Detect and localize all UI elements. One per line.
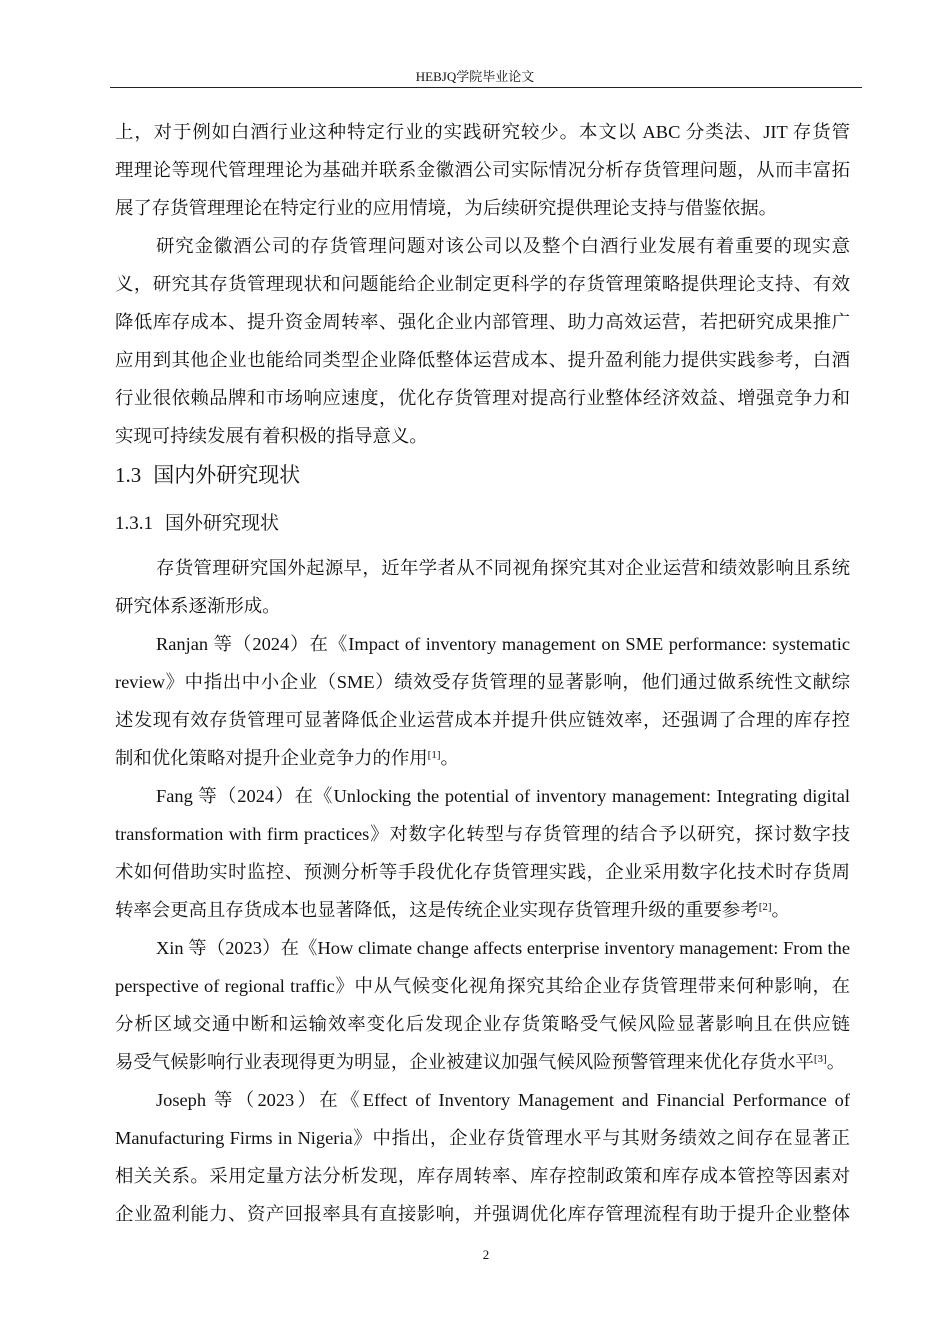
text-line — [115, 701, 850, 739]
line-text: Joseph 等（2023）在《Effect of Inventory Management and Financial Performance of — [156, 1090, 850, 1110]
line-text: 术如何借助实时监控、预测分析等手段优化存货管理实践，企业采用数字化技术时存货周 — [115, 862, 850, 882]
text-line — [115, 777, 850, 815]
page-number: 2 — [482, 1247, 490, 1262]
paragraph — [115, 113, 850, 227]
text-line — [115, 625, 850, 663]
text-line — [115, 379, 850, 417]
text-line — [115, 587, 850, 625]
line-text: 实现可持续发展有着积极的指导意义。 — [115, 426, 428, 446]
line-text: perspective of regional traffic》中从气候变化视角探究其给企业存货管理带来何种影响，在 — [115, 976, 850, 996]
paragraph — [115, 549, 850, 625]
text-line — [115, 113, 850, 151]
line-text: transformation with firm practices》对数字化转型与存货管理的结合予以研究，探讨数字技 — [115, 824, 850, 844]
line-tail: 。 — [771, 900, 790, 920]
document-body — [115, 113, 850, 1233]
header-rule — [110, 87, 862, 88]
line-text: 研究金徽酒公司的存货管理问题对该公司以及整个白酒行业发展有着重要的现实意 — [156, 236, 850, 256]
line-text: 易受气候影响行业表现得更为明显，企业被建议加强气候风险预警管理来优化存货水平 — [115, 1052, 814, 1072]
text-line — [115, 929, 850, 967]
line-text: 存货管理研究国外起源早，近年学者从不同视角探究其对企业运营和绩效影响且系统 — [156, 558, 850, 578]
running-header: HEBJQ学院毕业论文 — [415, 69, 535, 84]
line-text: 应用到其他企业也能给同类型企业降低整体运营成本、提升盈利能力提供实践参考，白酒 — [115, 350, 850, 370]
text-line — [115, 1157, 850, 1195]
text-line — [115, 341, 850, 379]
section-heading — [115, 455, 850, 495]
text-line — [115, 189, 850, 227]
text-line — [115, 265, 850, 303]
text-line — [115, 739, 850, 777]
heading-title: 国内外研究现状 — [153, 464, 301, 487]
text-line — [115, 417, 850, 455]
text-line — [115, 853, 850, 891]
line-tail: 。 — [826, 1052, 846, 1072]
citation-ref: [2] — [758, 901, 772, 913]
citation-ref: [1] — [427, 749, 441, 761]
text-line — [115, 151, 850, 189]
heading-number: 1.3 — [115, 463, 142, 487]
heading-title: 国外研究现状 — [165, 513, 280, 534]
text-line — [115, 1043, 850, 1081]
line-text: 制和优化策略对提升企业竞争力的作用 — [115, 748, 428, 768]
citation-ref: [3] — [813, 1053, 827, 1065]
line-text: 相关关系。采用定量方法分析发现，库存周转率、库存控制政策和库存成本管控等因素对 — [115, 1166, 850, 1186]
paragraph — [115, 929, 850, 1081]
line-text: Ranjan 等（2024）在《Impact of inventory management on SME performance: systematic — [156, 634, 850, 654]
text-line — [115, 1119, 850, 1157]
line-text: 上，对于例如白酒行业这种特定行业的实践研究较少。本文以 ABC 分类法、JIT 存货管 — [115, 122, 850, 142]
text-line — [115, 549, 850, 587]
line-text: review》中指出中小企业（SME）绩效受存货管理的显著影响，他们通过做系统性文献综 — [115, 672, 850, 692]
line-text: 企业盈利能力、资产回报率具有直接影响，并强调优化库存管理流程有助于提升企业整体 — [115, 1204, 850, 1224]
text-line — [115, 303, 850, 341]
text-line — [115, 815, 850, 853]
text-line — [115, 1081, 850, 1119]
line-text: 理理论等现代管理理论为基础并联系金徽酒公司实际情况分析存货管理问题，从而丰富拓 — [115, 160, 850, 180]
paragraph — [115, 1081, 850, 1233]
line-text: 行业很依赖品牌和市场响应速度，优化存货管理对提高行业整体经济效益、增强竞争力和 — [115, 388, 850, 408]
subsection-heading — [115, 502, 850, 546]
paragraph — [115, 625, 850, 777]
paragraph — [115, 227, 850, 455]
text-line — [115, 967, 850, 1005]
line-text: Fang 等（2024）在《Unlocking the potential of inventory management: Integrating digital — [156, 786, 850, 806]
heading-number: 1.3.1 — [115, 513, 153, 534]
line-tail: 。 — [440, 748, 459, 768]
line-text: 述发现有效存货管理可显著降低企业运营成本并提升供应链效率，还强调了合理的库存控 — [115, 710, 850, 730]
paragraph — [115, 777, 850, 929]
line-text: Xin 等（2023）在《How climate change affects enterprise inventory management: From the — [156, 938, 850, 958]
line-text: 展了存货管理理论在特定行业的应用情境，为后续研究提供理论支持与借鉴依据。 — [115, 198, 778, 218]
line-text: 义，研究其存货管理现状和问题能给企业制定更科学的存货管理策略提供理论支持、有效 — [115, 274, 850, 294]
line-text: 研究体系逐渐形成。 — [115, 596, 281, 616]
text-line — [115, 891, 850, 929]
text-line — [115, 1005, 850, 1043]
line-text: 分析区域交通中断和运输效率变化后发现企业存货策略受气候风险显著影响且在供应链 — [115, 1014, 850, 1034]
text-line — [115, 663, 850, 701]
text-line — [115, 227, 850, 265]
text-line — [115, 1195, 850, 1233]
line-text: 降低库存成本、提升资金周转率、强化企业内部管理、助力高效运营，若把研究成果推广 — [115, 312, 850, 332]
line-text: Manufacturing Firms in Nigeria》中指出，企业存货管理水平与其财务绩效之间存在显著正 — [115, 1128, 850, 1148]
line-text: 转率会更高且存货成本也显著降低，这是传统企业实现存货管理升级的重要参考 — [115, 900, 759, 920]
